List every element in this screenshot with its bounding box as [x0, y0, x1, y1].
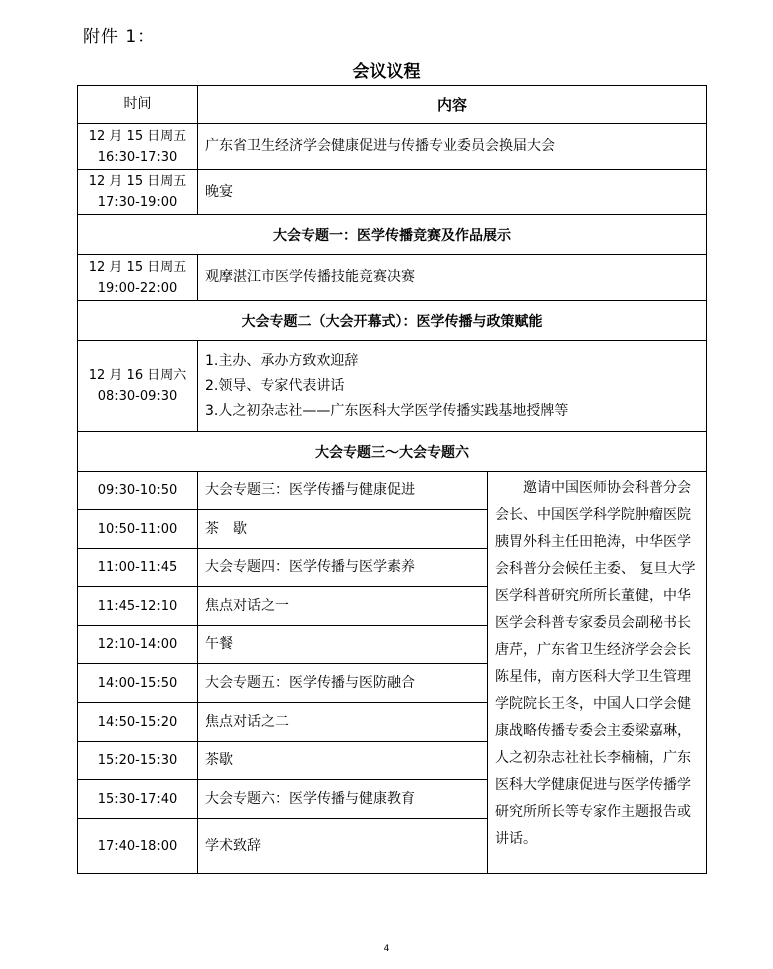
page-number: 4 — [383, 944, 390, 954]
content-cell: 大会专题六：医学传播与健康教育 — [198, 780, 488, 819]
time-cell: 14:00-15:50 — [78, 664, 198, 703]
time-text: 17:30-19:00 — [97, 195, 178, 210]
list-item: 1.主办、承办方致欢迎辞 — [205, 352, 359, 369]
content-cell: 茶 歇 — [198, 510, 488, 549]
note-text: 邀请中国医师协会科普分会会长、中国医学科学院肿瘤医院胰胃外科主任田艳涛，中华医学会科普分会候任主委、 复旦大学医学科普研究所所长董健，中华医学会科普专家委员会副秘书长唐芹，广东省卫生经济学会会长陈星伟，南方医科大学卫生管理学院院长王冬，中国人口学会健康战略传播专委会主委梁嘉琳，人之初杂志社社长李楠楠，广东医科大学健康促进与医学传播学研究所所长等专家作主题报告或讲话。 — [495, 480, 696, 847]
section-title: 大会专题二（大会开幕式）：医学传播与政策赋能 — [78, 301, 707, 341]
date-text: 12 月 15 日周五 — [88, 128, 187, 144]
time-cell: 09:30-10:50 — [78, 472, 198, 510]
content-cell: 晚宴 — [198, 170, 707, 215]
document-title: 会议议程 — [352, 62, 421, 82]
section-title: 大会专题三～大会专题六 — [78, 432, 707, 472]
speaker-note — [488, 472, 707, 874]
content-cell: 大会专题四：医学传播与医学素养 — [198, 549, 488, 587]
date-text: 12 月 15 日周五 — [88, 259, 187, 275]
attachment-label: 附件 1： — [83, 27, 156, 47]
time-cell — [78, 124, 198, 170]
list-item: 2.领导、专家代表讲话 — [205, 377, 345, 394]
content-cell: 茶歇 — [198, 742, 488, 780]
header-content: 内容 — [198, 86, 707, 124]
time-text: 08:30-09:30 — [97, 389, 178, 404]
date-text: 12 月 16 日周六 — [88, 368, 187, 383]
date-text: 12 月 15 日周五 — [88, 174, 187, 189]
time-text: 16:30-17:30 — [97, 149, 178, 165]
table-row — [78, 124, 707, 170]
agenda-table — [77, 85, 707, 874]
table-row — [78, 341, 707, 432]
time-cell — [78, 341, 198, 432]
content-cell — [198, 341, 707, 432]
table-row — [78, 170, 707, 215]
section-row — [78, 301, 707, 341]
section-title: 大会专题一：医学传播竞赛及作品展示 — [78, 215, 707, 255]
time-cell — [78, 170, 198, 215]
content-cell: 大会专题三：医学传播与健康促进 — [198, 472, 488, 510]
table-row — [78, 255, 707, 301]
content-cell: 广东省卫生经济学会健康促进与传播专业委员会换届大会 — [198, 124, 707, 170]
section-row — [78, 215, 707, 255]
section-row — [78, 432, 707, 472]
time-cell: 15:20-15:30 — [78, 742, 198, 780]
time-cell — [78, 255, 198, 301]
time-cell: 15:30-17:40 — [78, 780, 198, 819]
content-cell: 焦点对话之一 — [198, 587, 488, 626]
header-time: 时间 — [78, 86, 198, 124]
content-cell: 焦点对话之二 — [198, 703, 488, 742]
time-cell: 14:50-15:20 — [78, 703, 198, 742]
content-cell: 学术致辞 — [198, 819, 488, 874]
table-row — [78, 472, 707, 510]
time-cell: 17:40-18:00 — [78, 819, 198, 874]
list-item: 3.人之初杂志社——广东医科大学医学传播实践基地授牌等 — [205, 402, 569, 419]
time-cell: 11:45-12:10 — [78, 587, 198, 626]
content-cell: 午餐 — [198, 626, 488, 664]
content-cell: 大会专题五：医学传播与医防融合 — [198, 664, 488, 703]
time-cell: 11:00-11:45 — [78, 549, 198, 587]
time-text: 19:00-22:00 — [97, 280, 178, 296]
table-header-row — [78, 86, 707, 124]
time-cell: 10:50-11:00 — [78, 510, 198, 549]
content-cell: 观摩湛江市医学传播技能竞赛决赛 — [198, 255, 707, 301]
time-cell: 12:10-14:00 — [78, 626, 198, 664]
